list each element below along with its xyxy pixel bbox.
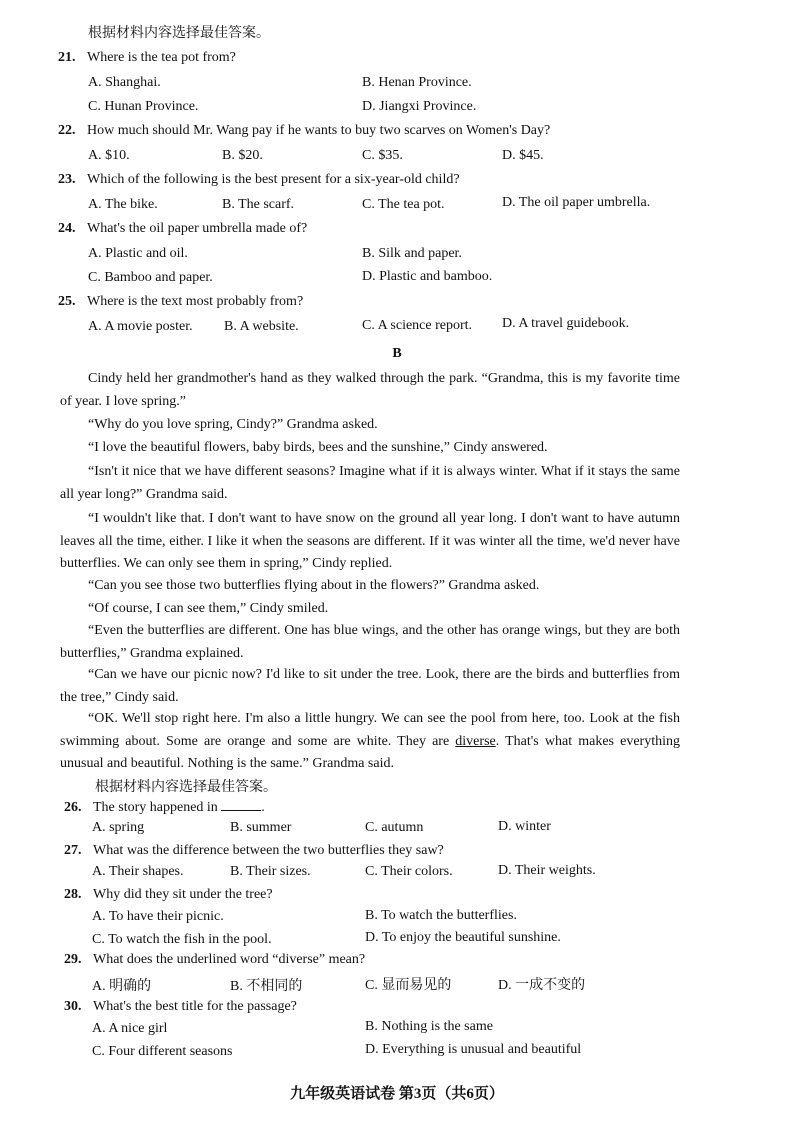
question-text: Which of the following is the best present for a six-year-old child? [87, 172, 460, 187]
passage-paragraph: “Can we have our picnic now? I'd like to sit under the tree. Look, there are the birds and butterflies from the tree,” Cindy said. [60, 667, 680, 705]
question-number: 25. [58, 294, 76, 309]
option-b: B. To watch the butterflies. [365, 908, 517, 923]
option-c: C. A science report. [362, 318, 473, 333]
option-d: D. A travel guidebook. [502, 316, 630, 331]
question-text: The story happened in [93, 800, 218, 815]
option-a: A. spring [92, 820, 145, 835]
option-d: D. winter [498, 819, 551, 834]
option-a: A. Plastic and oil. [88, 246, 188, 261]
question-number: 22. [58, 123, 76, 138]
option-a: A. Their shapes. [92, 864, 184, 879]
option-d: D. Their weights. [498, 863, 596, 878]
option-c: C. Bamboo and paper. [88, 270, 213, 285]
option-b: B. 不相同的 [230, 979, 303, 994]
instruction-heading: 根据材料内容选择最佳答案。 [95, 780, 277, 795]
option-a: A. A nice girl [92, 1021, 168, 1036]
option-d: D. Plastic and bamboo. [362, 269, 493, 284]
option-d: D. $45. [502, 148, 544, 163]
question-text: Why did they sit under the tree? [93, 887, 273, 902]
option-d: D. To enjoy the beautiful sunshine. [365, 930, 561, 945]
option-a: A. To have their picnic. [92, 909, 224, 924]
option-d: D. Everything is unusual and beautiful [365, 1042, 582, 1057]
question-text: Where is the tea pot from? [87, 50, 236, 65]
option-b: B. $20. [222, 148, 263, 163]
question-29 [64, 952, 365, 968]
passage-paragraph: “I wouldn't like that. I don't want to have snow on the ground all year long. I don't want to have autumn leaves all the time, either. I like it when the seasons are different. If it was winter all the time, we'd never have butterflies. We can only see them in spring,” Cindy replied. [60, 511, 680, 571]
option-c: C. $35. [362, 148, 403, 163]
question-25 [58, 294, 303, 310]
question-text: Where is the text most probably from? [87, 294, 304, 309]
question-23 [58, 172, 460, 188]
option-c: C. To watch the fish in the pool. [92, 932, 272, 947]
question-27 [64, 843, 444, 859]
question-text: What was the difference between the two butterflies they saw? [93, 843, 444, 858]
option-b: B. Their sizes. [230, 864, 311, 879]
instruction-heading: 根据材料内容选择最佳答案。 [88, 26, 270, 41]
question-number: 21. [58, 50, 76, 65]
question-text: What's the oil paper umbrella made of? [87, 221, 308, 236]
passage-paragraph: “Can you see those two butterflies flying about in the flowers?” Grandma asked. [88, 578, 540, 593]
option-a: A. 明确的 [92, 979, 152, 994]
question-number: 26. [64, 800, 82, 815]
option-c: C. Hunan Province. [88, 99, 199, 114]
page-footer: 九年级英语试卷 第3页（共6页） [290, 1086, 504, 1102]
question-number: 23. [58, 172, 76, 187]
passage-paragraph: “I love the beautiful flowers, baby birds, bees and the sunshine,” Cindy answered. [88, 440, 548, 455]
option-c: C. Their colors. [365, 864, 453, 879]
option-c: C. The tea pot. [362, 197, 445, 212]
question-21 [58, 50, 236, 66]
option-c: C. 显而易见的 [365, 978, 452, 993]
passage-paragraph: “Of course, I can see them,” Cindy smiled. [88, 601, 329, 616]
option-b: B. The scarf. [222, 197, 295, 212]
option-a: A. A movie poster. [88, 319, 193, 334]
option-d: D. 一成不变的 [498, 978, 586, 993]
question-number: 28. [64, 887, 82, 902]
question-text: What does the underlined word “diverse” mean? [93, 952, 366, 967]
option-a: A. $10. [88, 148, 130, 163]
underlined-word: diverse [455, 733, 496, 749]
option-b: B. Silk and paper. [362, 246, 462, 261]
option-c: C. autumn [365, 820, 424, 835]
option-b: B. Henan Province. [362, 75, 472, 90]
option-b: B. summer [230, 820, 292, 835]
section-heading-b: B [392, 346, 402, 361]
question-number: 27. [64, 843, 82, 858]
passage-paragraph: “Isn't it nice that we have different seasons? Imagine what if it is always winter. What if it stays the same all year long?” Grandma said. [60, 464, 680, 502]
option-d: D. Jiangxi Province. [362, 99, 477, 114]
question-30 [64, 999, 297, 1015]
option-a: A. The bike. [88, 197, 158, 212]
question-text: How much should Mr. Wang pay if he wants to buy two scarves on Women's Day? [87, 123, 551, 138]
answer-blank [221, 798, 261, 811]
question-number: 29. [64, 952, 82, 967]
question-26: 26. The story happened in . [64, 800, 265, 815]
passage-paragraph: “Even the butterflies are different. One has blue wings, and the other has orange wings, but they are both butterflies,” Grandma explained. [60, 623, 680, 661]
question-text: What's the best title for the passage? [93, 999, 297, 1014]
option-c: C. Four different seasons [92, 1044, 233, 1059]
passage-paragraph-last: “OK. We'll stop right here. I'm also a little hungry. We can see the pool from here, too. Look at the fish swimming about. Some are orange and some are white. They are diverse. That's what makes everything unusual and beautiful. Nothing is the same.” Grandma said. [60, 711, 680, 771]
option-b: B. A website. [224, 319, 299, 334]
option-d: D. The oil paper umbrella. [502, 195, 651, 210]
option-b: B. Nothing is the same [365, 1019, 493, 1034]
question-22 [58, 123, 550, 139]
passage-paragraph: “Why do you love spring, Cindy?” Grandma asked. [88, 417, 378, 432]
question-28 [64, 887, 273, 903]
question-24 [58, 221, 307, 237]
option-a: A. Shanghai. [88, 75, 161, 90]
passage-paragraph: Cindy held her grandmother's hand as they walked through the park. “Grandma, this is my favorite time of year. I love spring.” [60, 371, 680, 409]
question-number: 30. [64, 999, 82, 1014]
question-number: 24. [58, 221, 76, 236]
